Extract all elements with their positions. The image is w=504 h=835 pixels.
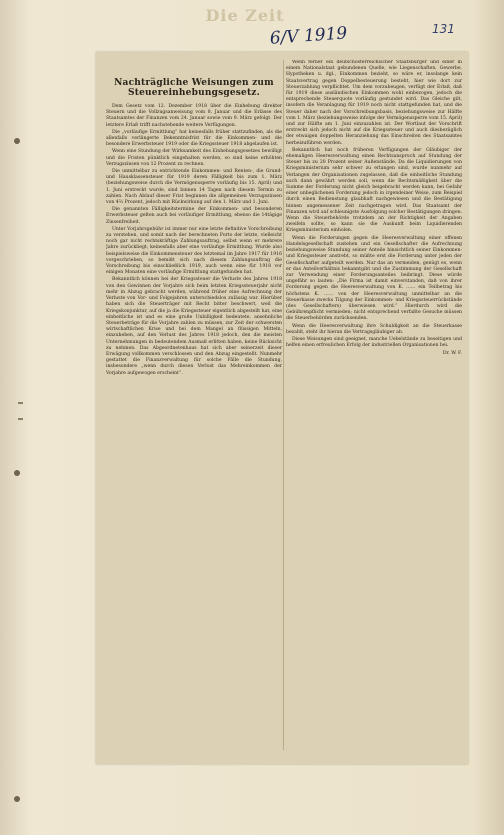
article-paragraph: Bekanntlich können bei der Kriegssteuer die Verluste des Jahres 1918 von den Gewinnen der Vorjahre sich beim letzten Kriegssteuerjahr nicht mehr in Abzug gebracht werden, während früher eine Aufrechnung der Verluste von Vor- und Folgejahren unterschiedslos zulässig war. Hierüber haben sich die Steuerträger mit Recht bitter beschwert, weil die Kriegskonjunktur, auf die ja die Kriegssteuer eigentlich abgestellt hat, eine einheitliche ist und es eine große Unbilligkeit bedeutete, ansehnliche Steuerbeträge für die Vorjahre zahlen zu müssen, zur Zeit der schwersten wirtschaftlichen Krise und bei dem Mangel an flüssigen Mitteln, einzuheben, auf den Verlust des Jahres 1918 jedoch, den die meisten Unternehmungen in bedeutendem Ausmaß erlitten haben, keine Rücksicht zu nehmen. Das Abgeordnetenhaus hat sich aber seinerzeit dieser Erwägung vollkommen verschlossen und den Abzug eingestellt. Nunmehr gestattet die Finanzverwaltung für solche Fälle die Stundung, insbesondere „wenn durch diesen Verlust das Mehreinkommen der Vorjahre aufgewogen erscheint“. [106, 277, 282, 376]
article-column-right [286, 60, 462, 750]
newspaper-masthead: Die Zeit [205, 6, 285, 25]
handwritten-archive-number: 131 [432, 22, 455, 36]
binder-mark [18, 402, 23, 404]
column-divider [283, 60, 284, 750]
binder-hole [14, 796, 20, 802]
article-paragraph: Unter Vorjahrsgebühr ist immer nur eine letzte definitive Vorschreibung zu verstehen, und somit nach der berechneten Porto der letzte, vielleicht noch gar nicht rechtskräftige Zahlungsauftrag, selbst wenn er mehrere Jahre zurückliegt, keinesfalls aber eine vorläufige Ermittlung. Wurde also beispielsweise die Einkommensteuer des letztemal im Jahre 1917 für 1916 vorgeschrieben, so bemißt sich nach diesem Zahlungsauftrag die Vorschreibung bis einschließlich 1919, auch wenn eine für 1918 vor einigen Monaten eine vorläufige Ermittlung stattgefunden hat. [106, 226, 282, 276]
article-paragraph: Wenn die Heeresverwaltung ihre Schuldigkeit an die Steuerkasse bezahlt, steht ihr hieran die Vertragsgläubiger ab. [286, 323, 462, 335]
binder-mark [18, 418, 23, 420]
article-paragraph: Dem Gesetz vom 12. Dezember 1918 über die Einhebung direkter Steuern und die Vollzugsanweisung vom 8. Januar und die Erlässe des Staatsamtes der Finanzen vom 24. Januar sowie vom 9. März gefolgt. Der letztere Erlaß trifft nachstehende weitere Verfügungen. [106, 104, 282, 128]
article-paragraph: Diese Weisungen sind geeignet, manche Uebelstände zu beseitigen und helfen einen erfreulichen Erfolg der industriellen Organisationen bei. [286, 336, 462, 349]
article-paragraph: Bekanntlich hat noch früheren Verfügungen der Gläubiger der ehemaligen Heeresverwaltung einen Rechtsanspruch auf Stundung der Steuer bis zu 20 Prozent seiner Außenstände. Da die Liquidierungen von Kriegsministerium sehr schwer zu erlangen sind, wurde nunmehr auf Verlangen der Organisationen zugelassen, daß die einheitliche Stundung auch dann gewährt werden soll, wenn die Rechtsmäßigkeit über die Summe der Forderung nicht gleich beigebracht werden kann, bei Gefahr einer unbeglichenen Forderung jedoch in irgendeiner Weise, zum Beispiel durch einen Bedienstung glaubhaft nachgewiesen und die Bestätigung binnen angemessener Zeit nachgetragen wird. Das Staatsamt der Finanzen wird auf schleunigste Ausfolgung solcher Bestätigungen dringen. Wenn die Steuerbehörde trotzdem an der Richtigkeit der Angaben zweifeln sollte, so kann sie die Auskunft beim Liquidierenden Kriegsministerium einholen. [286, 147, 462, 234]
newspaper-clipping [96, 52, 468, 764]
article-paragraph: Wenn ferner ein deutschösterreichischer Staatsbürger und einer in einem Nationalstaat gebundenen Quelle, wie Liegenschaften, Gewerbe, Hypotheken u. dgl., Einkommen bezieht, so wäre er, insolange kein Staatsvertrag gegen Doppelbesteuerung besteht, hier wie dort zur Steuerzahlung verpflichtet. Um dem vorzubeugen, verfügt der Erlaß, daß für 1919 diese ausländischen Einkommen wohl einbezogen, jedoch die entsprechende Steuerquote vorläufig gestundet wird. Das Gleiche gilt, insofern die Veranlagung für 1919 noch nicht stattgefunden hat, und die Steuer daher nach der Vorschreibungsbasis, beziehungsweise zur Hälfte vom 1. März (beziehungsweise infolge der Vermögenssperre vom 15. April) und zur Hälfte am 1. Juni einzuzahlen ist. Der Wortlaut der Vorschrift erstreckt sich jedoch nicht auf die Kriegssteuer und auch diesbezüglich der etwaigen doppelten Heranziehung das Einschreiten des Staatsamtes herbeizuführen werden. [286, 60, 462, 146]
binder-hole [14, 470, 20, 476]
handwritten-date: 6/V 1919 [269, 23, 348, 49]
article-paragraph: Die „vorläufige Ermittlung“ hat keinesfalls früher stattzufinden, als die allenfalls verlängerte Bekenntnisfrist für die Einkommen- und die besondere Erwerbsteuer 1919 oder die Kriegssteuer 1918 abgelaufen ist. [106, 129, 282, 148]
article-byline: Dr. W. F. [442, 351, 462, 357]
article-paragraph: Die genannten Fälligkeitstermine der Einkommen- und besonderen Erwerbsteuer gelten auch bei vorläufiger Ermittlung, ebenso die 14tägige Zinsenfreiheit. [106, 207, 282, 225]
article-paragraph: Wenn eine Stundung der Wirksamkeit des Einhebungsgesetzes bewilligt und die Fristen pünktlich eingehalten werden, so sind keine erhöhten Verzugszinsen von 12 Prozent zu rechnen. [106, 149, 282, 167]
article-column-left [106, 60, 282, 750]
article-paragraph: Die unmittelbar zu entrichtende Einkommen- und Renten-, die Grund- und Hausklassensteuer für 1919 deren Fälligkeit bis zum 1. März (beziehungsweise durch die Vermögenssperre vorläufig bis 15. April) und 1. Juni erstreckt wurde, sind binnen 14 Tagen nach diesem Termin zu zahlen. Nach Ablauf dieser Frist beginnen die allgemeinen Verzugszinsen von 4⅔ Prozent, jedoch mit Rückwirkung auf den 1. März und 1. Juni. [106, 169, 282, 206]
article-paragraph: Wenn die Forderungen gegen die Heeresverwaltung einer offenen Handelsgesellschaft zustehen und ein Gesellschafter die Aufrechnung beziehungsweise Stundung seiner Anteile hinsichtlich seiner Einkommen- und Kriegssteuer anstrebt, so müßte erst die Forderung unter jeden der Gesellschafter aufgeteilt werden. Nur das an vermeiden, genügt es, wenn er das Anteilverhältnis bekanntgibt und die Zustimmung der Gesellschaft zur Verwendung einer Forderungsanteiles beibringt. Diese würde ungefähr so lauten: „Die Firma ist damit einverstanden, daß von ihrer Forderung gegen die Heeresverwaltung von K. …… ein Teilbetrag bis höchstens K. …… von der Heeresverwaltung unmittelbar an die Steuerkasse zwecks Tilgung der Einkommen- und Kriegssteuerrückstände (des Gesellschafters) überwiesen wird.“ Hierdurch wird die Gebührenpflicht vermieden; nicht entsprechend verfaßte Gesuche müssen die Steuerbehörden zurücksenden. [286, 235, 462, 322]
binder-hole [14, 138, 20, 144]
article-headline: Nachträgliche Weisungen zum Steuereinhebungsgesetz. [114, 78, 274, 98]
